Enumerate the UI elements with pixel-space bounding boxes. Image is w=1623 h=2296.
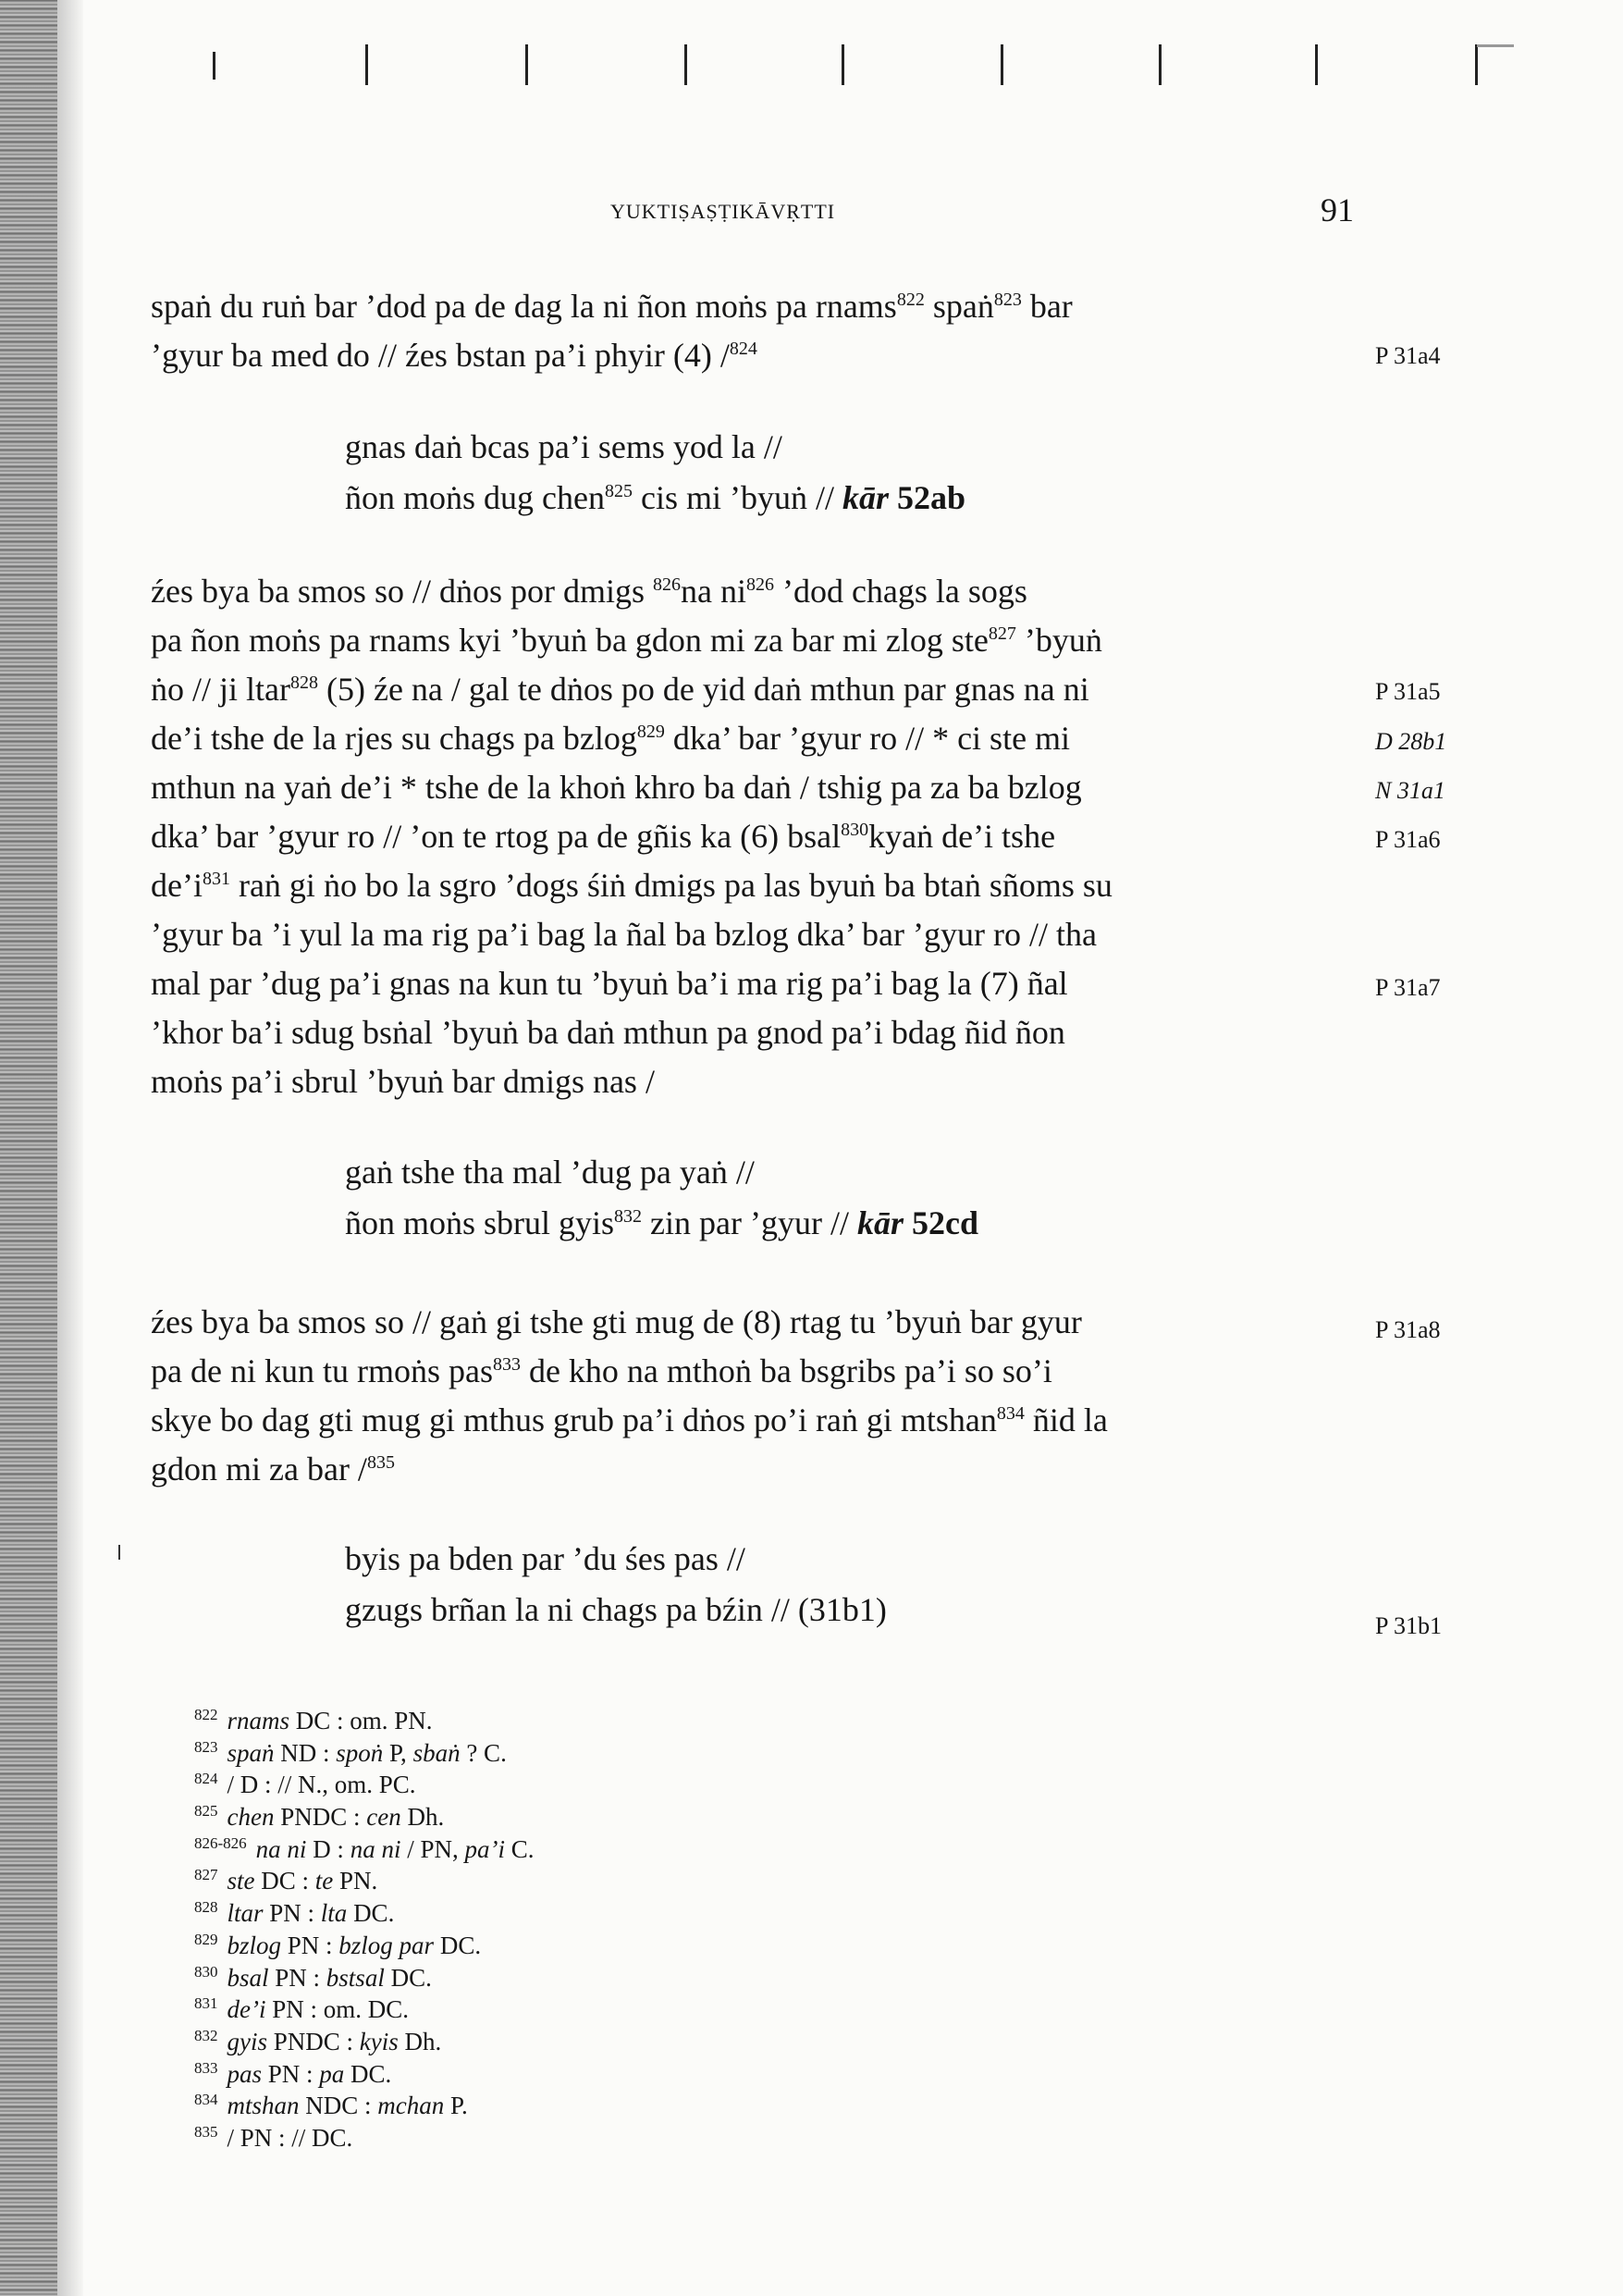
text-line: pa de ni kun tu rmoṅs pas$^{833}$ de kho na mthoṅ ba bsgribs pa’i so so’i [151,1352,1052,1389]
margin-ref: P 31a6 [1375,826,1441,853]
verse-1 [345,422,965,524]
verse-line: ñon moṅs sbrul gyis$^{832}$ zin par ’gyur // kār 52cd [345,1204,978,1241]
verse-2 [345,1147,978,1249]
scan-binding-edge [0,0,57,2296]
text-line: ’gyur ba med do // źes bstan pa’i phyir (4) /$^{824}$ [151,337,757,374]
tick-mark [1477,44,1514,47]
scan-binding-shadow [57,0,83,2296]
margin-ref: D 28b1 [1375,728,1447,755]
verse-line: gnas daṅ bcas pa’i sems yod la // [345,428,782,465]
tick-mark [1475,44,1478,85]
footnote: $^{831}$ de’i PN : om. DC. [194,1994,410,2024]
footnote: $^{823}$ spaṅ ND : spoṅ P, sbaṅ ? C. [194,1737,507,1767]
paragraph-2 [151,567,1350,1106]
page-header [0,191,1623,233]
text-line: pa ñon moṅs pa rnams kyi ’byuṅ ba gdon mi za bar mi zlog ste$^{827}$ ’byuṅ [151,622,1102,659]
tick-mark [842,44,844,85]
footnote: $^{822}$ rnams DC : om. PN. [194,1706,433,1734]
tick-mark [684,44,687,85]
text-line: ṅo // ji ltar$^{828}$ (5) źe na / gal te dṅos po de yid daṅ mthun par gnas na ni [151,671,1089,708]
tick-mark [213,52,215,80]
footnote: $^{834}$ mtshan NDC : mchan P. [194,2091,468,2120]
text-line: de’i tshe de la rjes su chags pa bzlog$^{829}$ dka’ bar ’gyur ro // * ci ste mi [151,720,1071,757]
tick-mark [1315,44,1318,85]
margin-ref: P 31a4 [1375,342,1441,369]
footnote: $^{827}$ ste DC : te PN. [194,1866,378,1895]
tick-mark [525,44,528,85]
footnote: $^{826-826}$ na ni D : na ni / PN, pa’i C. [194,1833,535,1863]
footnote: $^{829}$ bzlog PN : bzlog par DC. [194,1930,482,1959]
footnote: $^{828}$ ltar PN : lta DC. [194,1898,395,1928]
text-line: źes bya ba smos so // gaṅ gi tshe gti mug de (8) rtag tu ’byuṅ bar gyur [151,1303,1082,1340]
footnote: $^{830}$ bsal PN : bstsal DC. [194,1962,432,1992]
margin-ref: P 31a5 [1375,678,1441,705]
text-line: spaṅ du ruṅ bar ’dod pa de dag la ni ñon moṅs pa rnams$^{822}$ spaṅ$^{823}$ bar [151,288,1073,325]
verse-line: gaṅ tshe tha mal ’dug pa yaṅ // [345,1154,755,1191]
text-line: źes bya ba smos so // dṅos por dmigs $^{826}$na $ni^{826}$ ’dod chags la sogs [151,573,1027,610]
verse-line: byis pa bden par ’du śes pas // [345,1540,745,1577]
text-line: mthun na yaṅ de’i * tshe de la khoṅ khro ba daṅ / tshig pa za ba bzlog [151,769,1082,806]
paragraph-3 [151,1298,1350,1494]
scan-top-marks [0,44,1623,91]
footnote: $^{832}$ gyis PNDC : kyis Dh. [194,2026,442,2055]
footnote: $^{825}$ chen PNDC : cen Dh. [194,1802,445,1832]
footnote: $^{833}$ pas PN : pa DC. [194,2058,392,2088]
text-line: skye bo dag gti mug gi mthus grub pa’i dṅos po’i raṅ gi mtshan$^{834}$ ñid la [151,1401,1108,1438]
text-line: mal par ’dug pa’i gnas na kun tu ’byuṅ ba’i ma rig pa’i bag la (7) ñal [151,965,1068,1002]
tick-mark [1159,44,1162,85]
verse-line: ñon moṅs dug chen$^{825}$ cis mi ’byuṅ // kār 52ab [345,479,966,516]
margin-ref: P 31b1 [1375,1612,1442,1639]
margin-ref: P 31a8 [1375,1316,1441,1343]
footnote: $^{824}$ / D : // N., om. PC. [194,1770,416,1799]
text-line: dka’ bar ’gyur ro // ’on te rtog pa de gñis ka (6) bsal$^{830}$kyaṅ de’i tshe [151,818,1056,855]
page-number: 91 [1321,191,1354,228]
text-line: $de’i^{831}$ raṅ gi ṅo bo la sgro ’dogs śiṅ dmigs pa las byuṅ ba btaṅ sñoms su [151,867,1113,904]
tick-mark [1001,44,1003,85]
footnote: $^{835}$ / PN : // DC. [194,2122,353,2152]
text-line: ’gyur ba ’i yul la ma rig pa’i bag la ñal ba bzlog dka’ bar ’gyur ro // tha [151,916,1097,953]
scan-mark [118,1545,120,1560]
text-line: ’khor ba’i sdug bsṅal ’byuṅ ba daṅ mthun pa gnod pa’i bdag ñid ñon [151,1014,1065,1051]
footnotes [194,1705,535,2154]
text-line: gdon mi za bar /$^{835}$ [151,1450,395,1487]
margin-ref: N 31a1 [1375,777,1445,804]
paragraph-1 [151,282,1350,380]
margin-ref: P 31a7 [1375,974,1441,1001]
running-title: YUKTIṢAṢṬIKĀVṚTTI [610,200,836,223]
tick-mark [365,44,368,85]
text-line: moṅs pa’i sbrul ’byuṅ bar dmigs nas / [151,1063,655,1100]
verse-3 [345,1534,887,1636]
verse-line: gzugs brñan la ni chags pa bźin // (31b1) [345,1591,887,1628]
